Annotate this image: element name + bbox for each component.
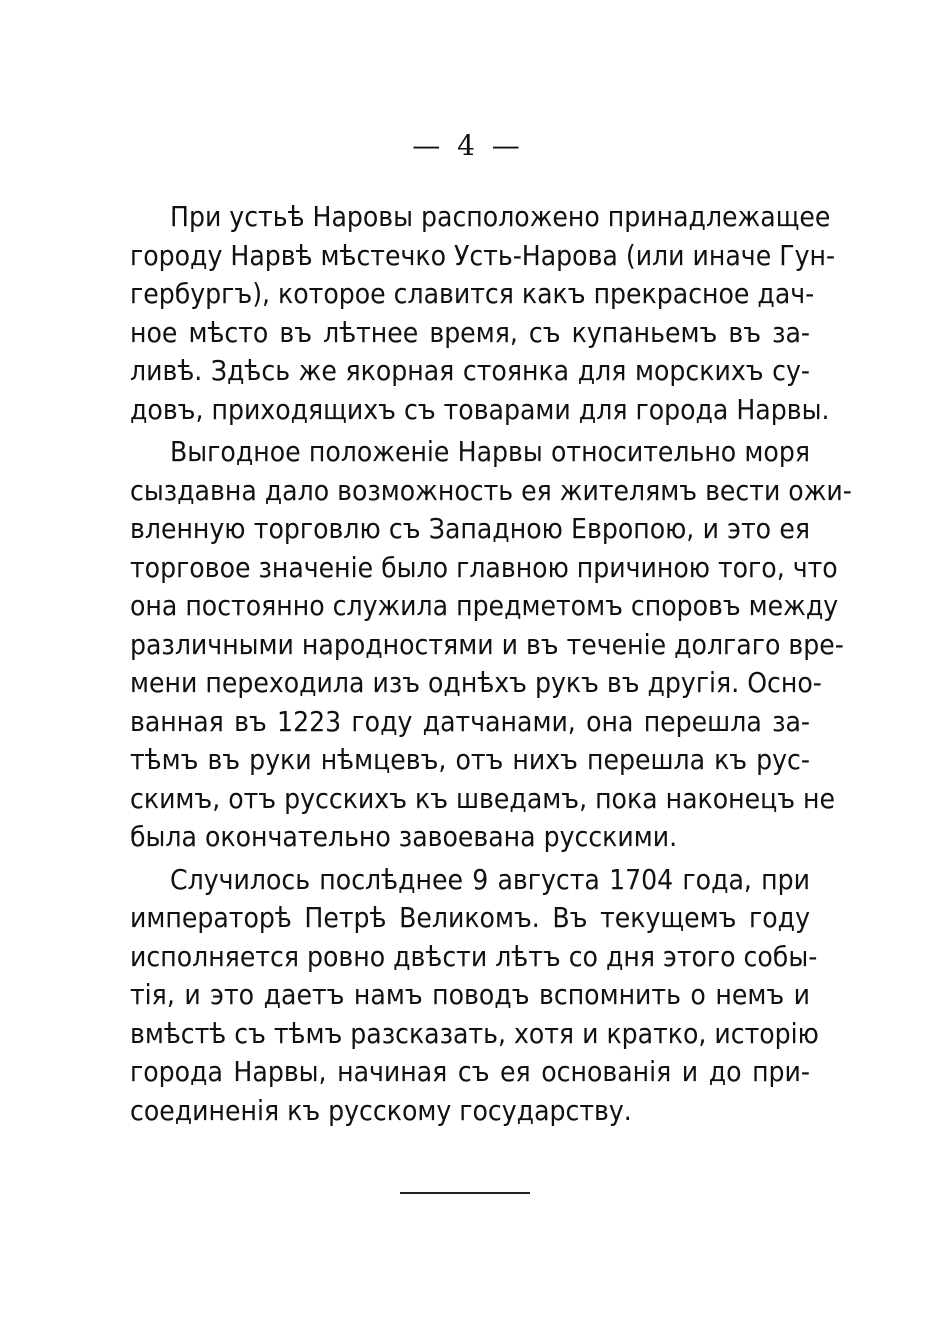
text-line: довъ, приходящихъ съ товарами для города Нарвы. <box>130 392 830 426</box>
text-line: мени переходила изъ однѣхъ рукъ въ другія. Осно- <box>130 666 822 699</box>
text-line: исполняется ровно двѣсти лѣтъ со дня этого собы- <box>130 939 818 973</box>
text-line: городу Нарвѣ мѣстечко Усть-Нарова (или иначе Гун- <box>130 238 836 272</box>
text-line: При устьѣ Наровы расположено принадлежащее <box>170 200 831 233</box>
text-line: ванная въ 1223 году датчанами, она перешла за- <box>130 704 810 738</box>
text-line: различными народностями и въ теченіе долгаго вре- <box>130 627 844 661</box>
paragraph-2 <box>130 433 852 857</box>
text-line: Выгодное положеніе Нарвы относительно моря <box>170 435 810 468</box>
text-line: тѣмъ въ руки нѣмцевъ, отъ нихъ перешла къ рус- <box>130 743 810 776</box>
text-line: скимъ, отъ русскихъ къ шведамъ, пока наконецъ не <box>130 781 836 815</box>
section-end-rule <box>400 1192 530 1194</box>
paragraph-1 <box>130 198 836 429</box>
text-line: вмѣстѣ съ тѣмъ разсказать, хотя и кратко, исторію <box>130 1016 819 1050</box>
text-line: города Нарвы, начиная съ ея основанія и до при- <box>130 1055 810 1088</box>
text-line: торговое значеніе было главною причиною того, что <box>130 550 838 584</box>
text-line: Случилось послѣднее 9 августа 1704 года, при <box>170 862 810 896</box>
text-line: гербургъ), которое славится какъ прекрасное дач- <box>130 277 815 310</box>
text-line: она постоянно служила предметомъ споровъ между <box>130 589 839 622</box>
text-line: сыздавна дало возможность ея жителямъ вести ожи- <box>130 473 852 507</box>
text-line: вленную торговлю съ Западною Европою, и это ея <box>130 512 810 545</box>
paragraph-3 <box>130 861 819 1131</box>
text-line: соединенія къ русскому государству. <box>130 1093 632 1127</box>
text-line: императорѣ Петрѣ Великомъ. Въ текущемъ году <box>130 901 810 934</box>
body-text <box>130 198 852 1130</box>
page-number: — 4 — <box>412 129 524 162</box>
text-line: ливѣ. Здѣсь же якорная стоянка для морскихъ су- <box>130 354 810 387</box>
text-line: ное мѣсто въ лѣтнее время, съ купаньемъ въ за- <box>130 315 810 349</box>
text-line: тія, и это даетъ намъ поводъ вспомнить о немъ и <box>130 978 810 1011</box>
text-line: была окончательно завоевана русскими. <box>130 820 678 853</box>
